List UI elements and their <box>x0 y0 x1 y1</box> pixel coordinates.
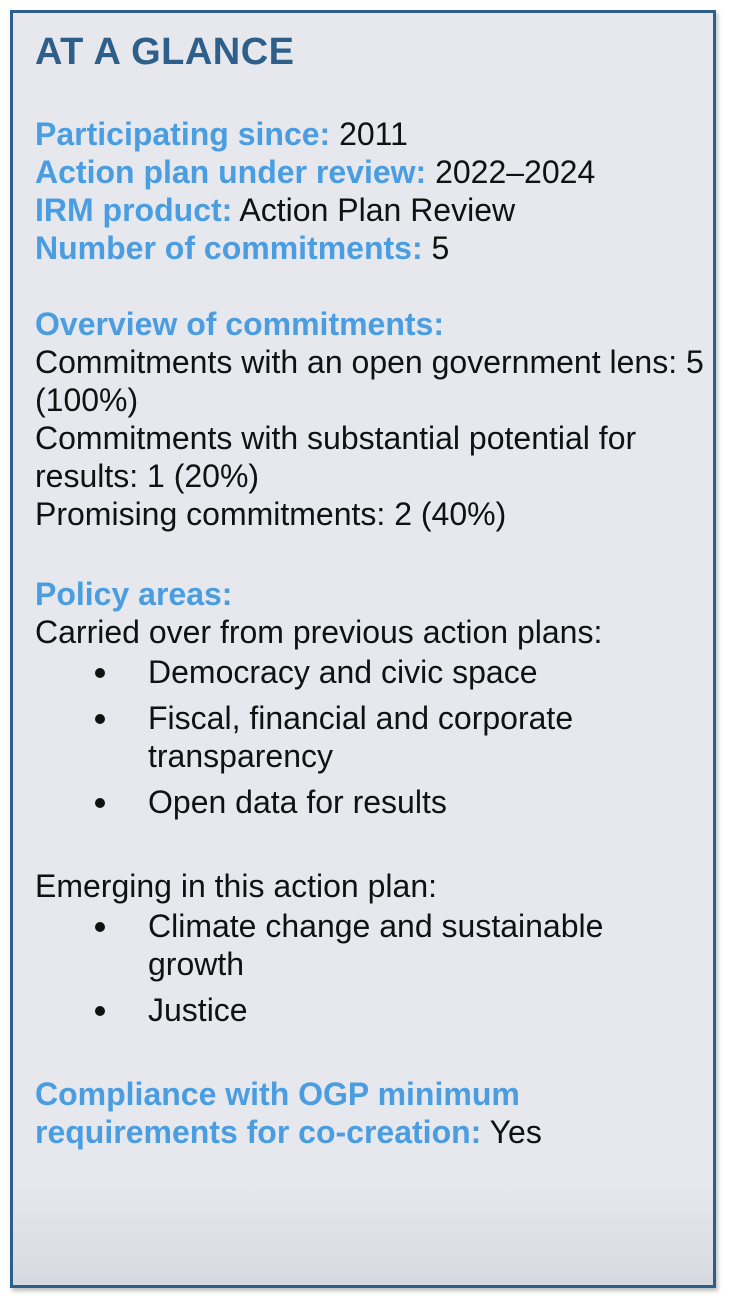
spacer <box>35 267 705 305</box>
carried-over-list <box>35 653 705 821</box>
fact-label: Participating since: <box>35 116 331 152</box>
fact-value: 2022–2024 <box>426 154 596 190</box>
carried-over-intro: Carried over from previous action plans: <box>35 614 603 650</box>
bullet-icon <box>95 922 105 932</box>
list-item-text: Justice <box>148 992 248 1028</box>
compliance-label: Compliance with OGP minimum requirements for co-creation: <box>35 1076 520 1150</box>
compliance <box>35 1075 705 1151</box>
list-item-text: Climate change and sustainable growth <box>148 908 604 982</box>
list-item-text: Fiscal, financial and corporate transparency <box>148 700 574 774</box>
bullet-icon <box>95 714 105 724</box>
overview-heading: Overview of commitments: <box>35 306 444 342</box>
spacer <box>35 533 705 575</box>
bullet-icon <box>95 668 105 678</box>
bullet-icon <box>95 798 105 808</box>
list-item <box>35 699 705 775</box>
fact-label: IRM product: <box>35 192 233 228</box>
bullet-icon <box>95 1006 105 1016</box>
overview-line: Commitments with an open government lens: 5 (100%) <box>35 344 704 418</box>
fact-value: 2011 <box>330 116 408 152</box>
fact-value: 5 <box>422 230 450 266</box>
fact-label: Action plan under review: <box>35 154 427 190</box>
list-item <box>35 991 705 1029</box>
fact-number-of-commitments <box>35 229 705 267</box>
policy-areas-heading: Policy areas: <box>35 576 233 612</box>
list-item-text: Open data for results <box>148 784 447 820</box>
fact-irm-product <box>35 191 705 229</box>
fact-action-plan <box>35 153 705 191</box>
overview-line: Promising commitments: 2 (40%) <box>35 496 507 532</box>
spacer <box>35 829 705 867</box>
fact-label: Number of commitments: <box>35 230 423 266</box>
compliance-value: Yes <box>481 1114 542 1150</box>
list-item <box>35 783 705 821</box>
fact-participating-since <box>35 115 705 153</box>
list-item <box>35 653 705 691</box>
fact-value: Action Plan Review <box>232 192 516 228</box>
list-item <box>35 907 705 983</box>
panel-title: AT A GLANCE <box>35 31 295 73</box>
spacer <box>35 1037 705 1075</box>
panel-content <box>35 115 705 1151</box>
emerging-intro: Emerging in this action plan: <box>35 868 437 904</box>
list-item-text: Democracy and civic space <box>148 654 538 690</box>
at-a-glance-panel <box>10 10 716 1288</box>
overview-line: Commitments with substantial potential for results: 1 (20%) <box>35 420 637 494</box>
emerging-list <box>35 907 705 1029</box>
